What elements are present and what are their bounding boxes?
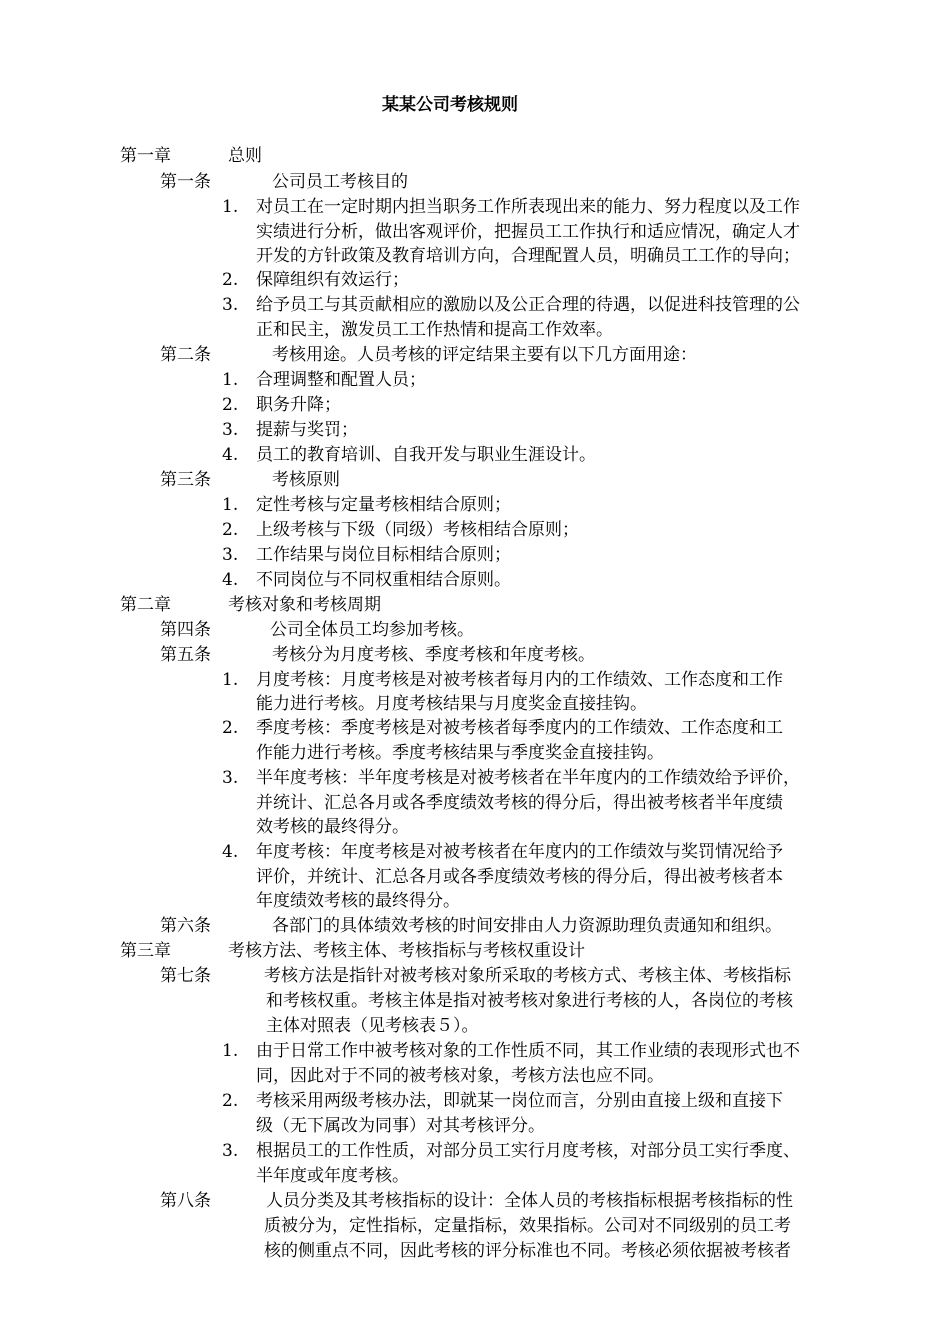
article-2-label: 第二条 — [160, 345, 211, 365]
article-7-line: 考核方法是指针对被考核对象所采取的考核方式、考核主体、考核指标 — [264, 966, 791, 986]
list-item-number: 3. — [222, 420, 239, 440]
list-item-line: 开发的方针政策及教育培训方向，合理配置人员，明确员工工作的导向； — [256, 246, 800, 266]
article-5-label: 第五条 — [160, 645, 211, 665]
list-item-line: 年度绩效考核的最终得分。 — [256, 891, 460, 911]
list-item-number: 2. — [222, 270, 239, 290]
list-item-line: 保障组织有效运行； — [256, 270, 409, 290]
chapter-2-title: 考核对象和考核周期 — [228, 595, 381, 615]
chapter-3-title: 考核方法、考核主体、考核指标与考核权重设计 — [228, 941, 585, 961]
list-item-line: 工作结果与岗位目标相结合原则； — [256, 545, 511, 565]
article-8-line: 核的侧重点不同，因此考核的评分标准也不同。考核必须依据被考核者 — [264, 1241, 791, 1261]
list-item-number: 2. — [222, 718, 239, 738]
article-6-label: 第六条 — [160, 916, 211, 936]
list-item-line: 由于日常工作中被考核对象的工作性质不同，其工作业绩的表现形式也不 — [256, 1041, 800, 1061]
list-item-number: 1. — [222, 495, 239, 515]
list-item-line: 考核采用两级考核办法，即就某一岗位而言，分别由直接上级和直接下 — [256, 1091, 783, 1111]
chapter-3-label: 第三章 — [120, 941, 171, 961]
list-item-line: 季度考核：季度考核是对被考核者每季度内的工作绩效、工作态度和工 — [256, 718, 783, 738]
list-item-line: 同，因此对于不同的被考核对象，考核方法也应不同。 — [256, 1066, 664, 1086]
document-title: 某某公司考核规则 — [382, 95, 518, 115]
list-item-line: 年度考核：年度考核是对被考核者在年度内的工作绩效与奖罚情况给予 — [256, 842, 783, 862]
list-item-line: 提薪与奖罚； — [256, 420, 358, 440]
list-item-line: 定性考核与定量考核相结合原则； — [256, 495, 511, 515]
list-item-line: 半年度考核：半年度考核是对被考核者在半年度内的工作绩效给予评价， — [256, 768, 800, 788]
list-item-line: 作能力进行考核。季度考核结果与季度奖金直接挂钩。 — [256, 743, 664, 763]
list-item-line: 合理调整和配置人员； — [256, 370, 426, 390]
list-item-line: 评价，并统计、汇总各月或各季度绩效考核的得分后，得出被考核者本 — [256, 867, 783, 887]
list-item-line: 月度考核：月度考核是对被考核者每月内的工作绩效、工作态度和工作 — [256, 670, 783, 690]
list-item-number: 3. — [222, 1141, 239, 1161]
list-item-line: 正和民主，激发员工工作热情和提高工作效率。 — [256, 320, 613, 340]
list-item-number: 1. — [222, 670, 239, 690]
article-1-text: 公司员工考核目的 — [272, 172, 408, 192]
list-item-line: 实绩进行分析，做出客观评价，把握员工工作执行和适应情况，确定人才 — [256, 222, 800, 242]
article-8-line: 质被分为，定性指标，定量指标，效果指标。公司对不同级别的员工考 — [264, 1216, 791, 1236]
article-7-line: 主体对照表（见考核表５）。 — [266, 1016, 479, 1036]
list-item-number: 1. — [222, 197, 239, 217]
article-3-text: 考核原则 — [272, 470, 340, 490]
list-item-number: 2. — [222, 395, 239, 415]
list-item-line: 职务升降； — [256, 395, 341, 415]
article-4-text: 公司全体员工均参加考核。 — [270, 620, 474, 640]
article-6-text: 各部门的具体绩效考核的时间安排由人力资源助理负责通知和组织。 — [272, 916, 782, 936]
list-item-number: 4. — [222, 842, 239, 862]
list-item-line: 员工的教育培训、自我开发与职业生涯设计。 — [256, 445, 596, 465]
list-item-number: 1. — [222, 370, 239, 390]
article-4-label: 第四条 — [160, 620, 211, 640]
list-item-line: 根据员工的工作性质，对部分员工实行月度考核，对部分员工实行季度、 — [256, 1141, 800, 1161]
list-item-line: 给予员工与其贡献相应的激励以及公正合理的待遇，以促进科技管理的公 — [256, 295, 800, 315]
article-3-label: 第三条 — [160, 470, 211, 490]
list-item-number: 1. — [222, 1041, 239, 1061]
list-item-number: 2. — [222, 1091, 239, 1111]
list-item-number: 3. — [222, 768, 239, 788]
list-item-line: 效考核的最终得分。 — [256, 817, 409, 837]
list-item-line: 上级考核与下级（同级）考核相结合原则； — [256, 520, 579, 540]
list-item-number: 3. — [222, 545, 239, 565]
list-item-line: 半年度或年度考核。 — [256, 1166, 409, 1186]
list-item-number: 4. — [222, 570, 239, 590]
list-item-number: 4. — [222, 445, 239, 465]
list-item-line: 对员工在一定时期内担当职务工作所表现出来的能力、努力程度以及工作 — [256, 197, 800, 217]
chapter-2-label: 第二章 — [120, 595, 171, 615]
list-item-line: 级（无下属改为同事）对其考核评分。 — [256, 1116, 545, 1136]
article-8-label: 第八条 — [160, 1191, 211, 1211]
article-2-text: 考核用途。人员考核的评定结果主要有以下几方面用途： — [272, 345, 697, 365]
list-item-line: 不同岗位与不同权重相结合原则。 — [256, 570, 511, 590]
chapter-1-label: 第一章 — [120, 146, 171, 166]
list-item-number: 2. — [222, 520, 239, 540]
list-item-line: 并统计、汇总各月或各季度绩效考核的得分后，得出被考核者半年度绩 — [256, 793, 783, 813]
article-7-label: 第七条 — [160, 966, 211, 986]
article-7-line: 和考核权重。考核主体是指对被考核对象进行考核的人，各岗位的考核 — [266, 991, 793, 1011]
article-8-line: 人员分类及其考核指标的设计：全体人员的考核指标根据考核指标的性 — [266, 1191, 793, 1211]
chapter-1-title: 总则 — [228, 146, 262, 166]
article-1-label: 第一条 — [160, 172, 211, 192]
article-5-text: 考核分为月度考核、季度考核和年度考核。 — [272, 645, 595, 665]
list-item-number: 3. — [222, 295, 239, 315]
list-item-line: 能力进行考核。月度考核结果与月度奖金直接挂钩。 — [256, 694, 647, 714]
